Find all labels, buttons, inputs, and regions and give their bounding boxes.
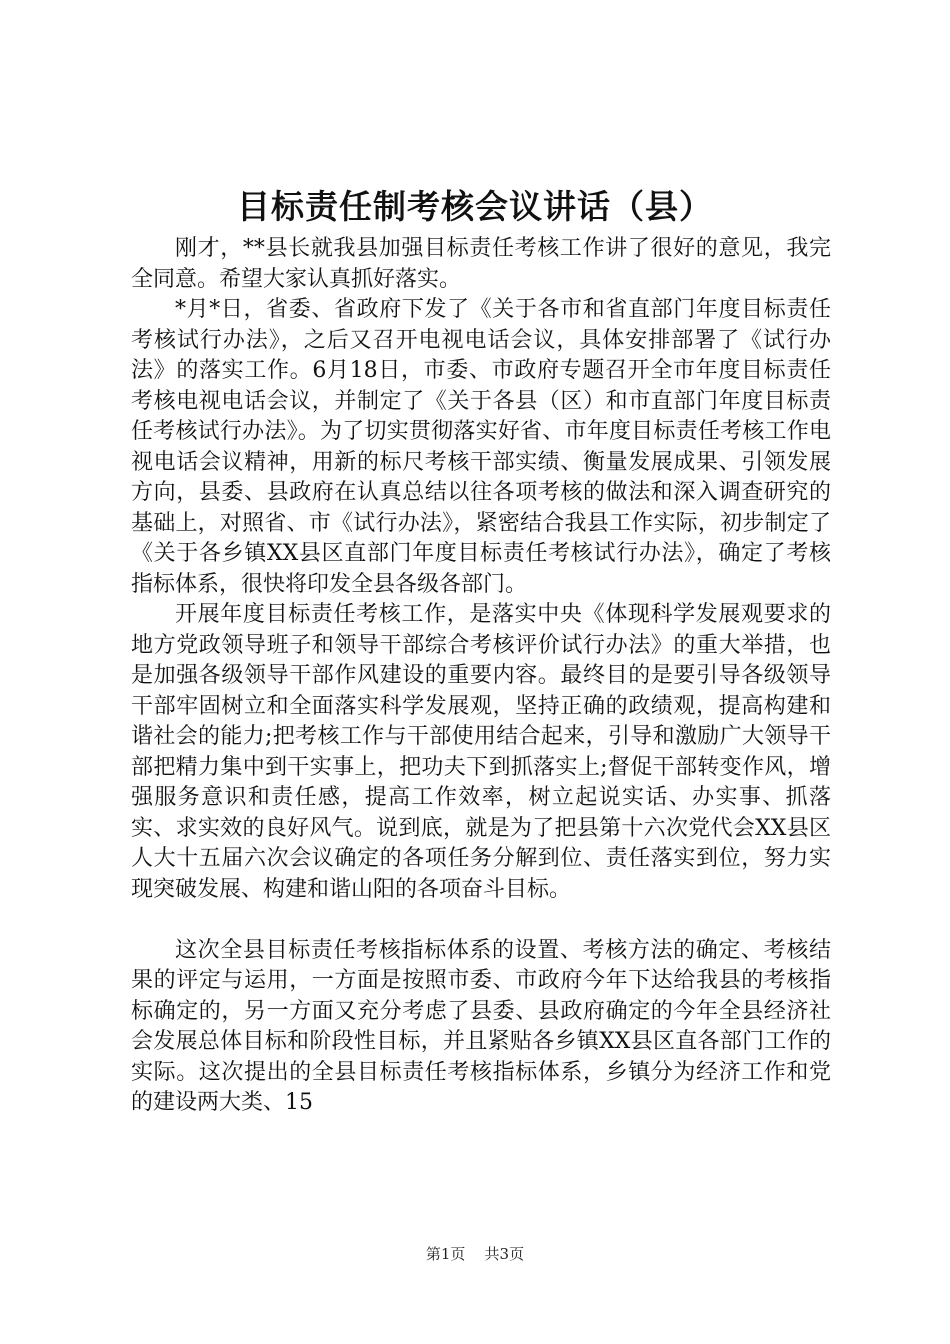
- paragraph-4: 这次全县目标责任考核指标体系的设置、考核方法的确定、考核结果的评定与运用，一方面是按照市委、市政府今年下达给我县的考核指标确定的，另一方面又充分考虑了县委、县政府确定的今年全县经济社会发展总体目标和阶段性目标，并且紧贴各乡镇XX县区直各部门工作的实际。这次提出的全县目标责任考核指标体系，乡镇分为经济工作和党的建设两大类、15: [131, 937, 831, 1115]
- paragraph-3: 开展年度目标责任考核工作，是落实中央《体现科学发展观要求的地方党政领导班子和领导干部综合考核评价试行办法》的重大举措，也是加强各级领导干部作风建设的重要内容。最终目的是要引导各级领导干部牢固树立和全面落实科学发展观，坚持正确的政绩观，提高构建和谐社会的能力;把考核工作与干部使用结合起来，引导和激励广大领导干部把精力集中到干实事上，把功夫下到抓落实上;督促干部转变作风，增强服务意识和责任感，提高工作效率，树立起说实话、办实事、抓落实、求实效的良好风气。说到底，就是为了把县第十六次党代会XX县区人大十五届六次会议确定的各项任务分解到位、责任落实到位，努力实现突破发展、构建和谐山阳的各项奋斗目标。: [131, 602, 831, 902]
- document-body: [131, 234, 831, 1119]
- paragraph-2: *月*日，省委、省政府下发了《关于各市和省直部门年度目标责任考核试行办法》，之后又召开电视电话会议，具体安排部署了《试行办法》的落实工作。6月18日，市委、市政府专题召开全市年度目标责任考核电视电话会议，并制定了《关于各县（区）和市直部门年度目标责任考核试行办法》。为了切实贯彻落实好省、市年度目标责任考核工作电视电话会议精神，用新的标尺考核干部实绩、衡量发展成果、引领发展方向，县委、县政府在认真总结以往各项考核的做法和深入调查研究的基础上，对照省、市《试行办法》，紧密结合我县工作实际，初步制定了《关于各乡镇XX县区直部门年度目标责任考核试行办法》，确定了考核指标体系，很快将印发全县各级各部门。: [131, 297, 831, 597]
- footer-separator: [470, 1245, 480, 1263]
- page-footer: [0, 1244, 950, 1264]
- paragraph-spacer: [131, 905, 831, 936]
- page-total: 共3页: [484, 1245, 525, 1263]
- paragraph-1: 刚才，**县长就我县加强目标责任考核工作讲了很好的意见，我完全同意。希望大家认真抓好落实。: [131, 236, 831, 292]
- page-number: 第1页: [425, 1245, 466, 1263]
- document-title: 目标责任制考核会议讲话（县）: [237, 187, 713, 226]
